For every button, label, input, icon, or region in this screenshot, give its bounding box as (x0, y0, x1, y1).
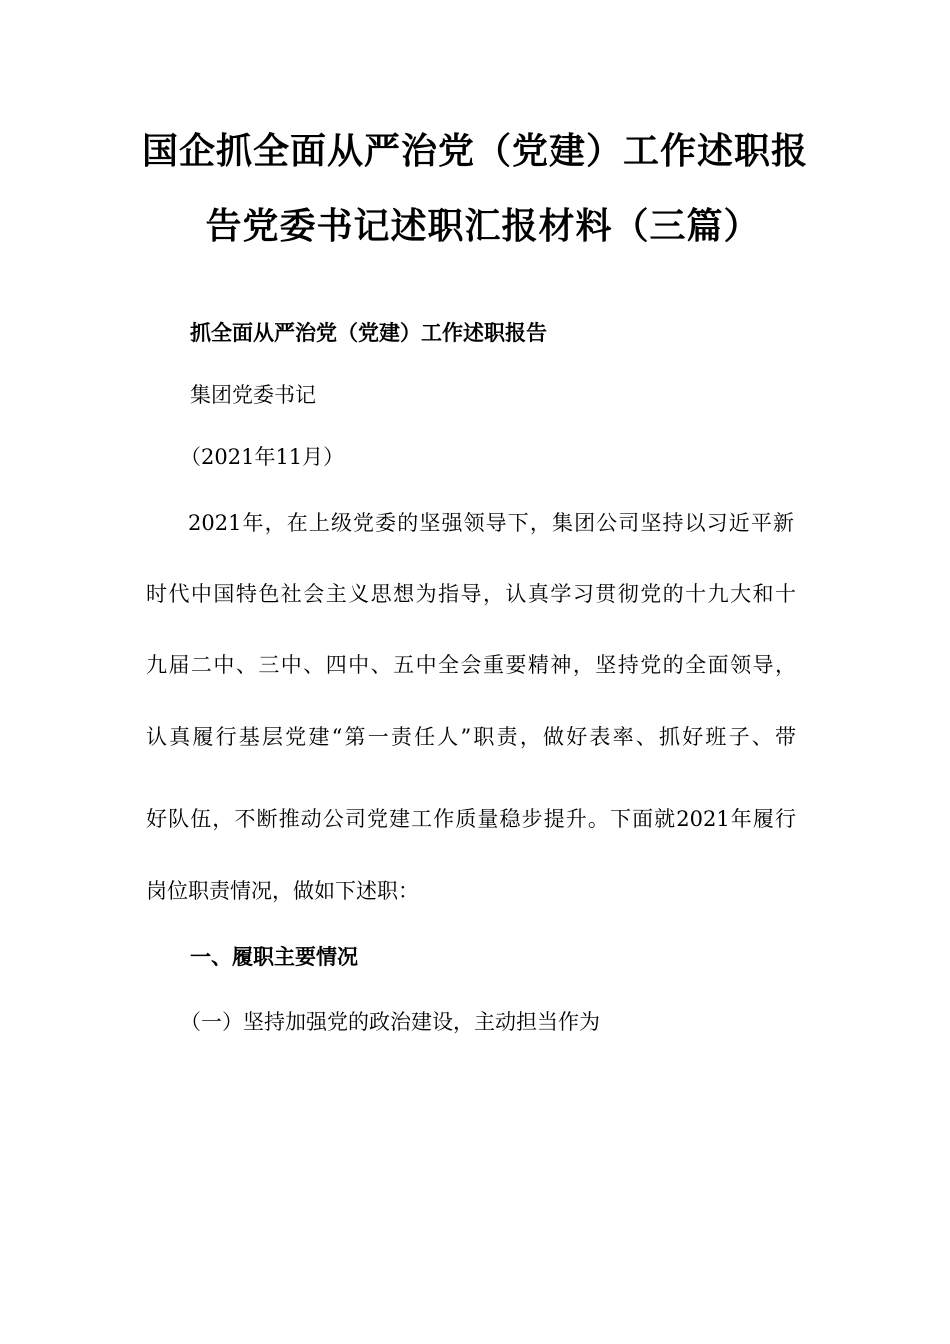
paragraph-line-3: 九届二中、三中、四中、五中全会重要精神，坚持党的全面领导， (146, 653, 796, 677)
paragraph-line-2: 时代中国特色社会主义思想为指导，认真学习贯彻党的十九大和十 (146, 582, 796, 606)
paragraph-line-4: 认真履行基层党建“第一责任人”职责，做好表率、抓好班子、带 (146, 725, 796, 749)
author-line: 集团党委书记 (190, 383, 316, 407)
paragraph-line-1: 2021年，在上级党委的坚强领导下，集团公司坚持以习近平新 (188, 511, 794, 535)
report-subtitle: 抓全面从严治党（党建）工作述职报告 (190, 321, 547, 345)
document-title-line-1: 国企抓全面从严治党（党建）工作述职报 (141, 131, 808, 172)
paragraph-line-6: 岗位职责情况，做如下述职： (146, 879, 419, 903)
subsection-heading: （一）坚持加强党的政治建设，主动担当作为 (180, 1010, 600, 1034)
paragraph-line-5: 好队伍，不断推动公司党建工作质量稳步提升。下面就2021年履行 (146, 807, 796, 831)
document-title-line-2: 告党委书记述职汇报材料（三篇） (205, 206, 761, 247)
section-heading: 一、履职主要情况 (190, 945, 358, 969)
date-line: （2021年11月） (180, 445, 345, 469)
